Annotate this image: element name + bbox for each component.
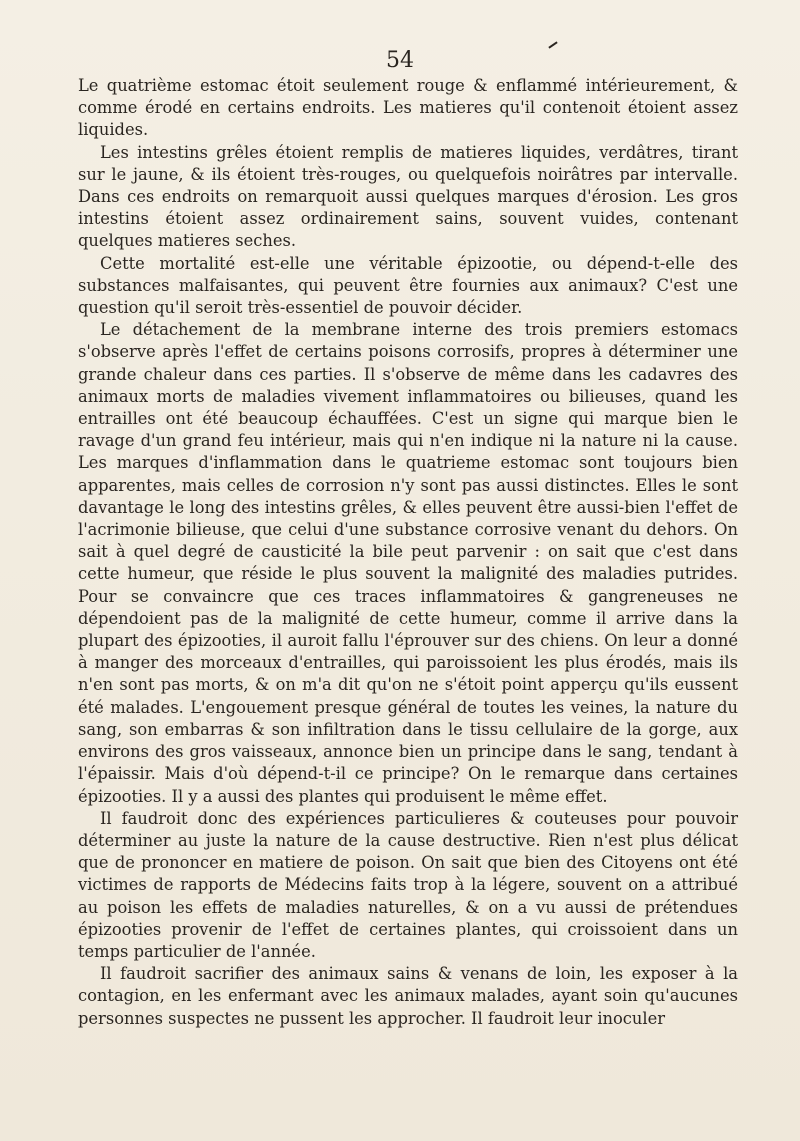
paragraph-1: Le quatrième estomac étoit seulement rouge & enflammé intérieurement, & comme érodé en certains endroits. Les matieres qu'il contenoit étoient assez liquides. (78, 76, 738, 140)
paragraph-2: Les intestins grêles étoient remplis de matieres liquides, verdâtres, tirant sur le jaune, & ils étoient très-rouges, ou quelquefois noirâtres par intervalle. Dans ces endroits on remarquoit aussi quelques marques d'érosion. Les gros intestins étoient assez ordinairement sains, souvent vuides, contenant quelques matieres seches. (78, 142, 738, 251)
body-text (78, 75, 738, 1030)
paragraph-3: Cette mortalité est-elle une véritable épizootie, ou dépend-t-elle des substances malfaisantes, qui peuvent être fournies aux animaux? C'est une question qu'il seroit très-essentiel de pouvoir décider. (78, 253, 738, 318)
paragraph-5: Il faudroit donc des expériences particulieres & couteuses pour pouvoir déterminer au juste la nature de la cause destructive. Rien n'est plus délicat que de prononcer en matiere de poison. On sait que bien des Citoyens ont été victimes de rapports de Médecins faits trop à la légere, souvent on a attribué au poison les effets de maladies naturelles, & on a vu aussi de prétendues épizooties provenir de l'effet de certaines plantes, qui croissoient dans un temps particulier de l'année. (78, 808, 738, 961)
page-number: 54 (386, 48, 414, 73)
paragraph-6: Il faudroit sacrifier des animaux sains & venans de loin, les exposer à la contagion, en les enfermant avec les animaux malades, ayant soin qu'aucunes personnes suspectes ne pussent les approcher. Il faudroit leur inoculer (78, 964, 738, 1028)
paragraph-4: Le détachement de la membrane interne des trois premiers estomacs s'observe après l'effet de certains poisons corrosifs, propres à déterminer une grande chaleur dans ces parties. Il s'observe de même dans les cadavres des animaux morts de maladies vivement inflammatoires ou bilieuses, quand les entrailles ont été beaucoup échauffées. C'est un signe qui marque bien le ravage d'un grand feu intérieur, mais qui n'en indique ni la nature ni la cause. Les marques d'inflammation dans le quatrieme estomac sont toujours bien apparentes, mais celles de corrosion n'y sont pas aussi distinctes. Elles le sont davantage le long des intestins grêles, & elles peuvent être aussi-bien l'effet de l'acrimonie bilieuse, que celui d'une substance corrosive venant du dehors. On sait à quel degré de causticité la bile peut parvenir : on sait que c'est dans cette humeur, que réside le plus souvent la malignité des maladies putrides. Pour se convaincre que ces traces inflammatoires & gangreneuses ne dépendoient pas de la malignité de cette humeur, comme il arrive dans la plupart des épizooties, il auroit fallu l'éprouver sur des chiens. On leur a donné à manger des morceaux d'entrailles, qui paroissoient les plus érodés, mais ils n'en sont pas morts, & on m'a dit qu'on ne s'étoit point apperçu qu'ils eussent été malades. L'engouement presque général de toutes les veines, la nature du sang, son embarras & son infiltration dans le tissu cellulaire de la gorge, aux environs des gros vaisseaux, annonce bien un principe dans le sang, tendant à l'épaissir. Mais d'où dépend-t-il ce principe? On le remarque dans certaines épizooties. Il y a aussi des plantes qui produisent le même effet. (78, 320, 738, 806)
